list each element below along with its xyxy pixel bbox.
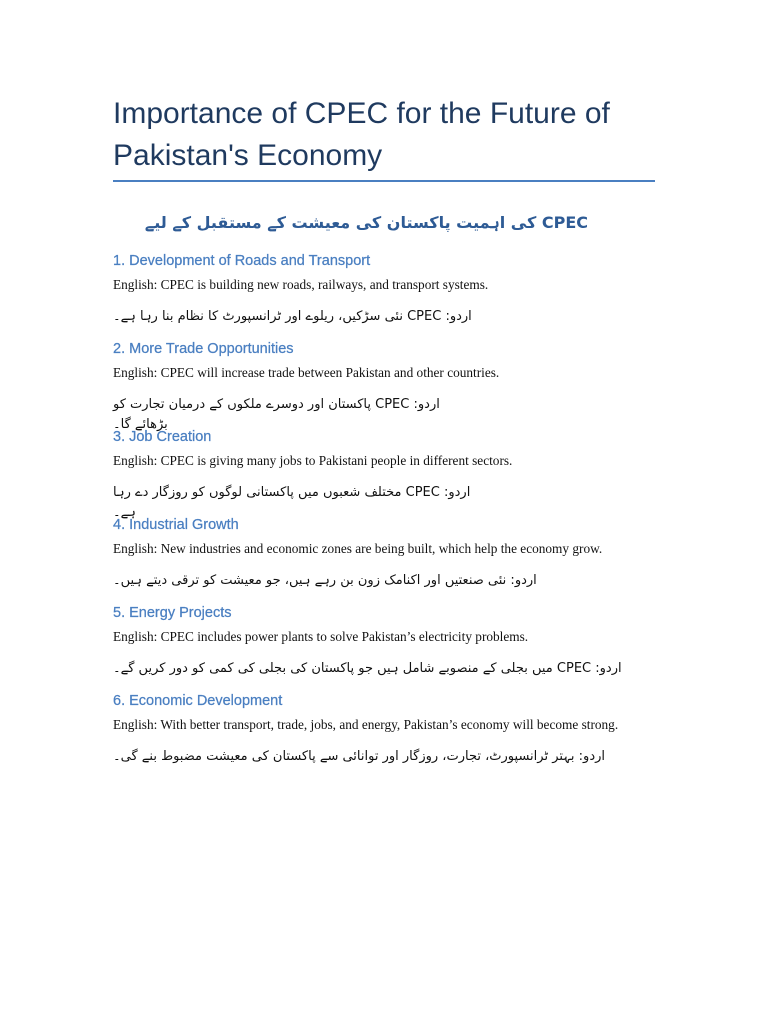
section-heading: 4. Industrial Growth bbox=[113, 517, 239, 533]
section-heading: 2. More Trade Opportunities bbox=[113, 341, 294, 357]
section-roads-transport bbox=[113, 251, 655, 327]
section-heading: 3. Job Creation bbox=[113, 429, 212, 445]
section-urdu-text: اردو: CPEC میں بجلی کے منصوبے شامل ہیں جو پاکستان کی بجلی کی کمی کو دور کریں گے۔ bbox=[113, 660, 622, 676]
urdu-heading: CPEC کی اہمیت پاکستان کی معیشت کے مستقبل کے لیے bbox=[144, 213, 588, 232]
title-divider bbox=[113, 180, 655, 182]
section-job-creation bbox=[113, 427, 655, 523]
section-urdu-text: اردو: نئی صنعتیں اور اکنامک زون بن رہے ہیں، جو معیشت کو ترقی دیتے ہیں۔ bbox=[113, 572, 537, 588]
section-energy-projects bbox=[113, 603, 655, 679]
section-heading: 1. Development of Roads and Transport bbox=[113, 253, 371, 269]
section-industrial-growth bbox=[113, 515, 655, 591]
section-english-text: English: New industries and economic zones are being built, which help the economy grow. bbox=[113, 541, 603, 556]
section-urdu-text: اردو: CPEC نئی سڑکیں، ریلوے اور ٹرانسپورٹ کا نظام بنا رہا ہے۔ bbox=[113, 308, 472, 324]
section-economic-development bbox=[113, 691, 655, 767]
section-urdu-text: اردو: CPEC مختلف شعبوں میں پاکستانی لوگوں کو روزگار دے رہا ہے۔ bbox=[113, 484, 471, 520]
section-urdu-text: اردو: بہتر ٹرانسپورٹ، تجارت، روزگار اور توانائی سے پاکستان کی معیشت مضبوط بنے گی۔ bbox=[113, 748, 605, 764]
section-heading: 5. Energy Projects bbox=[113, 605, 232, 621]
section-english-text: English: CPEC will increase trade between Pakistan and other countries. bbox=[113, 365, 500, 380]
section-heading: 6. Economic Development bbox=[113, 693, 283, 709]
section-english-text: English: CPEC is building new roads, railways, and transport systems. bbox=[113, 277, 489, 292]
section-english-text: English: CPEC is giving many jobs to Pakistani people in different sectors. bbox=[113, 453, 513, 468]
section-urdu-text: اردو: CPEC پاکستان اور دوسرے ملکوں کے درمیان تجارت کو بڑھائے گا۔ bbox=[113, 396, 440, 432]
section-english-text: English: With better transport, trade, jobs, and energy, Pakistan’s economy will become strong. bbox=[113, 717, 619, 732]
document-title: Importance of CPEC for the Future of Pakistan's Economy bbox=[113, 97, 610, 172]
section-english-text: English: CPEC includes power plants to solve Pakistan’s electricity problems. bbox=[113, 629, 529, 644]
section-trade-opportunities bbox=[113, 339, 655, 435]
